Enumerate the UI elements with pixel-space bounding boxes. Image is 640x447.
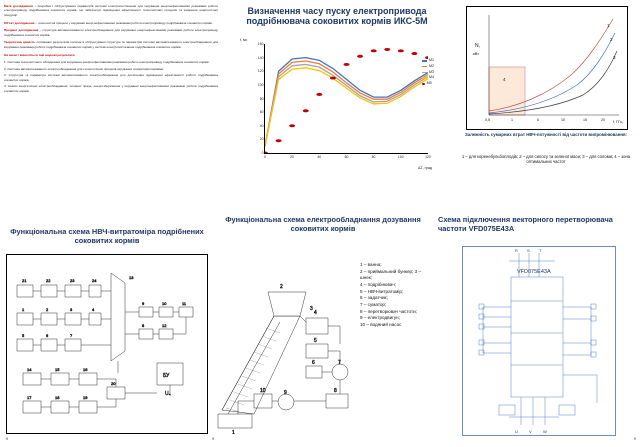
svg-text:БУ: БУ — [163, 373, 170, 379]
microwave-loss-svg — [467, 7, 627, 129]
chart-plot — [257, 42, 431, 159]
svg-text:кВт: кВт — [473, 51, 480, 56]
svg-text:3: 3 — [613, 55, 616, 60]
chart-series-svg — [265, 44, 428, 153]
defense-point: 3. Структура та параметри системи автоматизованого електрообладнання для досягнення підвищення ефективності роботи подрібнювача соковитих кормів. — [4, 73, 218, 82]
legend-label: М5 — [426, 81, 432, 85]
svg-text:19: 19 — [83, 395, 88, 400]
svg-text:22: 22 — [46, 278, 51, 283]
legend-item: 8 – перетворювач частоти; — [360, 308, 417, 314]
dosing-scheme-legend — [360, 262, 432, 329]
y-tick: 40 — [259, 123, 264, 128]
paragraph-body: – структура автоматизованого електрообладнання для керування енергоефективними режимами роботи електроприводу подрібнювача соковитих кормів. — [4, 28, 218, 37]
vfd-svg — [463, 247, 615, 435]
svg-text:f, ГГц: f, ГГц — [613, 120, 623, 124]
svg-text:18: 18 — [55, 395, 60, 400]
legend-label: М4 — [429, 75, 434, 80]
svg-text:13: 13 — [129, 275, 134, 280]
summary-paragraph — [4, 28, 218, 37]
y-tick: 60 — [259, 110, 264, 115]
paragraph-body: – розробка і обґрунтування параметрів системи електропостачання для керування енергоефективними режимами роботи електроприводу подрібнювача соковитих кормів, що забезпечує підвищення ефективності технологічних процесів та зниження енергетичної продукції. — [4, 4, 218, 17]
dosing-scheme-panel — [212, 216, 434, 442]
x-tick: 60 — [344, 154, 349, 159]
svg-text:1: 1 — [511, 118, 513, 122]
svg-text:3: 3 — [310, 306, 313, 312]
paragraph-body: отриманих результатів полягає в обґрунтуванні структури та параметрів системи автоматизованого електрообладнання для керування режимами роботи подрібнювача соковитих кормів у системі електропостачання подрібнювача соковитих кормів. — [4, 40, 218, 49]
svg-text:3: 3 — [70, 307, 73, 312]
defense-point: 2. Система автоматизованого електрообладнання для технологічних процесів керування соковитими кормами. — [4, 66, 164, 71]
y-tick: 140 — [257, 55, 264, 60]
svg-text:5: 5 — [22, 333, 25, 338]
legend-item: 9 – електродвигун; — [360, 315, 400, 321]
svg-text:10: 10 — [162, 301, 167, 306]
chart-title: Визначення часу пуску електропривода подрібнювача соковитих кормів ИКС-5М — [246, 6, 428, 27]
defense-point: 1. Система технологічного обладнання для керування енергоефективними режимами роботи електроприводу подрібнювача соковитих кормів. — [4, 60, 210, 65]
svg-text:U: U — [515, 429, 518, 434]
svg-text:2: 2 — [610, 37, 613, 42]
svg-text:1: 1 — [607, 23, 610, 28]
svg-text:8: 8 — [142, 323, 145, 328]
legend-item: 5 – НВЧ-витратомір; — [360, 288, 404, 294]
svg-text:15: 15 — [55, 367, 60, 372]
legend-item: 6 – задатчик; — [360, 295, 388, 301]
svg-text:V: V — [529, 429, 532, 434]
svg-text:VFD075E43A: VFD075E43A — [517, 269, 551, 275]
svg-text:S: S — [527, 248, 530, 253]
legend-label: М2 — [429, 63, 434, 68]
chart-legend — [422, 58, 434, 87]
legend-item: 4 – подрібнювач; — [360, 281, 396, 287]
paragraph-heading: Мета дослідження — [4, 4, 33, 8]
chart-area — [240, 40, 436, 172]
page-mark-left: 9 — [6, 436, 9, 441]
x-tick: 100 — [397, 154, 404, 159]
svg-text:N,: N, — [475, 43, 480, 49]
svg-text:W: W — [543, 429, 547, 434]
microwave-flowmeter-panel — [4, 228, 210, 442]
microwave-loss-caption: Залежність сумарних втрат НВЧ-потужності від частоти випромінювання: — [464, 132, 628, 137]
svg-text:T: T — [539, 248, 542, 253]
y-tick: 80 — [259, 96, 264, 101]
svg-text:0,5: 0,5 — [485, 118, 490, 122]
x-axis-label: ΔΣ, град — [417, 166, 432, 170]
svg-text:6: 6 — [312, 360, 315, 366]
paragraph-heading: На захист виносяться такі наукові результати: — [4, 52, 76, 57]
svg-text:8: 8 — [334, 388, 337, 394]
svg-text:4: 4 — [92, 307, 95, 312]
x-tick: 40 — [317, 154, 322, 159]
defense-point: 4. Аналіз енергетичної електрообладнання, опорних праць, енергозбереження у керуванні енергоефективними режимами роботи подрібнювача соковитих кормів. — [4, 84, 218, 93]
svg-text:R: R — [515, 248, 518, 253]
svg-text:U₄: U₄ — [165, 391, 171, 397]
vfd-title: Схема підключення векторного перетворювача частоти VFD075E43A — [438, 215, 613, 233]
svg-text:20: 20 — [601, 118, 605, 122]
summary-paragraph — [4, 53, 218, 57]
paragraph-heading: Предмет дослідження — [4, 28, 39, 33]
svg-text:10: 10 — [260, 388, 266, 394]
microwave-loss-plot — [466, 6, 628, 130]
summary-paragraph — [4, 40, 218, 49]
flowmeter-diagram — [6, 254, 208, 434]
paragraph-body: – технологічні процеси у керуванні енергоефективними режимами роботи електроприводу подрібнювача соковитих кормів. — [34, 20, 213, 25]
legend-item: 10 – водяний насос — [360, 321, 402, 327]
svg-text:4: 4 — [314, 310, 317, 316]
vfd-connection-panel — [438, 216, 638, 442]
svg-text:15: 15 — [583, 118, 587, 122]
svg-text:20: 20 — [111, 381, 116, 386]
startup-time-chart-panel — [222, 4, 452, 204]
summary-paragraph — [4, 4, 218, 17]
svg-text:5: 5 — [537, 118, 539, 122]
paragraph-heading: Теоретична цінність — [4, 40, 36, 45]
y-tick: 0 — [261, 151, 264, 155]
microwave-loss-legend: 1 – для коренебульбоплодів; 2 – для силосу та зеленої маси; 3 – для соломи; 4 – зона оптимальних частот — [461, 154, 631, 165]
svg-text:2: 2 — [46, 307, 49, 312]
legend-entry — [422, 81, 434, 87]
svg-text:1: 1 — [22, 307, 25, 312]
svg-text:1: 1 — [232, 430, 235, 434]
dosing-scheme-title: Функціональна схема електрообладнання дозування соковитих кормів — [225, 215, 421, 233]
svg-text:21: 21 — [22, 278, 27, 283]
y-axis-label: t, мс — [240, 38, 248, 42]
paragraph-heading: Об'єкт дослідження — [4, 20, 35, 25]
legend-item: 2 – приймальний бункер; 3 – шнек; — [360, 268, 422, 281]
legend-label: М1 — [429, 58, 434, 62]
svg-text:9: 9 — [284, 390, 287, 396]
vfd-diagram — [462, 246, 616, 436]
y-tick: 120 — [257, 69, 264, 74]
svg-text:9: 9 — [142, 301, 145, 306]
svg-text:7: 7 — [338, 360, 341, 366]
legend-item: 1 – ванна; — [360, 262, 382, 267]
y-tick: 20 — [259, 137, 264, 142]
svg-text:23: 23 — [70, 278, 75, 283]
page-mark-mid: 9 — [212, 436, 215, 441]
flowmeter-svg — [7, 255, 207, 433]
y-tick: 100 — [257, 82, 264, 87]
svg-text:24: 24 — [92, 278, 97, 283]
dosing-scheme-drawing — [214, 262, 360, 434]
svg-text:17: 17 — [27, 395, 32, 400]
y-tick: 160 — [257, 42, 264, 46]
svg-text:12: 12 — [162, 323, 167, 328]
flowmeter-title: Функціональна схема НВЧ-витратоміра подрібнених соковитих кормів — [10, 227, 204, 245]
x-tick: 0 — [264, 154, 266, 159]
svg-text:6: 6 — [46, 333, 49, 338]
summary-paragraph — [4, 21, 218, 25]
research-summary-text — [4, 4, 218, 204]
svg-text:14: 14 — [27, 367, 32, 372]
svg-text:2: 2 — [280, 284, 283, 290]
legend-item: 7 – суматор; — [360, 301, 387, 307]
microwave-loss-panel — [456, 4, 636, 204]
x-tick: 20 — [290, 154, 294, 159]
svg-text:10: 10 — [561, 118, 565, 122]
svg-text:7: 7 — [70, 333, 73, 338]
svg-text:11: 11 — [182, 301, 187, 306]
svg-text:5: 5 — [314, 338, 317, 344]
x-tick: 120 — [425, 154, 431, 159]
legend-label: М3 — [429, 69, 434, 74]
svg-text:4: 4 — [503, 77, 506, 82]
page-mark-right: 9 — [633, 436, 636, 441]
svg-text:16: 16 — [83, 367, 88, 372]
dosing-scheme-svg — [214, 262, 360, 434]
x-tick: 80 — [371, 154, 376, 159]
